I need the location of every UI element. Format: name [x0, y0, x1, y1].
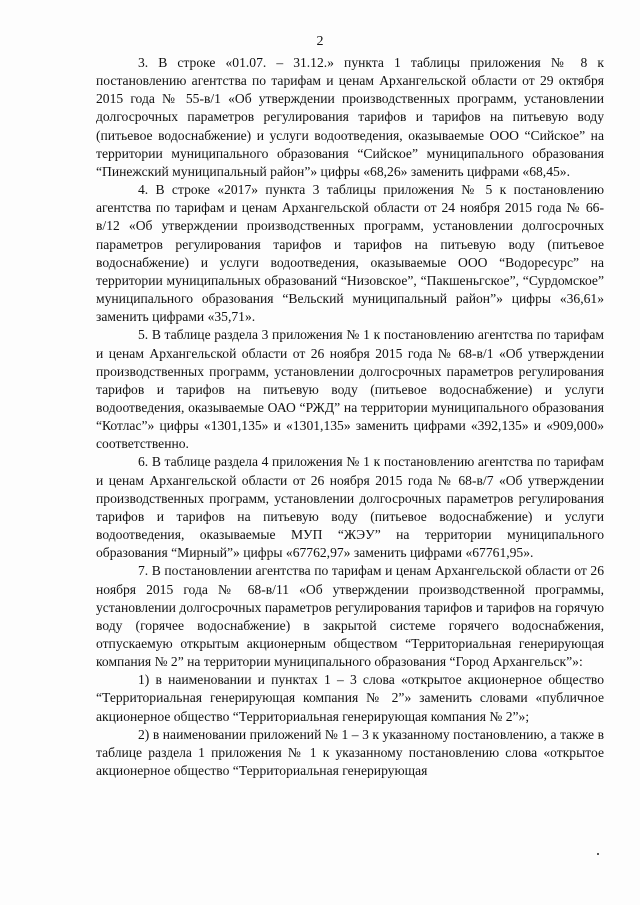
subparagraph-2: 2) в наименовании приложений № 1 – 3 к указанному постановлению, а также в таблице раздела 1 приложения № 1 к указанному постановлению слова «открытое акционерное общество “Территориальная генерирующая	[96, 726, 604, 779]
scan-speck	[597, 853, 599, 855]
paragraph-item-5: 5. В таблице раздела 3 приложения № 1 к постановлению агентства по тарифам и ценам Архангельской области от 26 ноября 2015 года № 68-в/1 «Об утверждении производственных программ, установлении долгосрочных параметров регулирования тарифов и тарифов на питьевую воду (питьевое водоснабжение) и услуги водоотведения, оказываемые ОАО “РЖД” на территории муниципального образования “Котлас”» цифры «1301,135» и «1301,135» заменить цифрами «392,135» и «909,000» соответственно.	[96, 327, 604, 452]
subparagraph-1: 1) в наименовании и пунктах 1 – 3 слова «открытое акционерное общество “Территориальная генерирующая компания № 2”» заменить словами «публичное акционерное общество “Территориальная генерирующая компания № 2”»;	[96, 672, 604, 724]
paragraph-item-3: 3. В строке «01.07. – 31.12.» пункта 1 таблицы приложения № 8 к постановлению агентства по тарифам и ценам Архангельской области от 29 октября 2015 года № 55-в/1 «Об утверждении производственных программ, установлении долгосрочных параметров регулирования тарифов и тарифов на питьевую воду (питьевое водоснабжение) и услуги водоотведения, оказываемые ООО “Сийское” на территории муниципального образования “Сийское” муниципального образования “Пинежский муниципальный район”» цифры «68,26» заменить цифрами «68,45».	[96, 55, 604, 179]
document-body	[96, 54, 604, 780]
paragraph-item-7: 7. В постановлении агентства по тарифам и ценам Архангельской области от 26 ноября 2015 года № 68-в/11 «Об утверждении производственной программы, установлении долгосрочных параметров регулирования тарифов и тарифов на горячую воду (горячее водоснабжение) в закрытой системе горячего водоснабжения, отпускаемую открытым акционерным обществом “Территориальная генерирующая компания № 2” на территории муниципального образования “Город Архангельск”»:	[96, 563, 604, 670]
paragraph-item-4: 4. В строке «2017» пункта 3 таблицы приложения № 5 к постановлению агентства по тарифам и ценам Архангельской области от 24 ноября 2015 года № 66-в/12 «Об утверждении производственных программ, установлении долгосрочных параметров регулирования тарифов и тарифов на питьевую воду (питьевое водоснабжение) и услуги водоотведения, оказываемые ООО “Водоресурс” на территории муниципальных образований “Низовское”, “Пакшеньгское”, “Сурдомское” муниципального образования “Вельский муниципальный район”» цифры «36,61» заменить цифрами «35,71».	[96, 182, 604, 325]
paragraph-item-6: 6. В таблице раздела 4 приложения № 1 к постановлению агентства по тарифам и ценам Архангельской области от 26 ноября 2015 года № 68-в/7 «Об утверждении производственных программ, установлении долгосрочных параметров регулирования тарифов и тарифов на питьевую воду (питьевое водоснабжение) и услуги водоотведения, оказываемые МУП “ЖЭУ” на территории муниципального образования “Мирный”» цифры «67762,97» заменить цифрами «67761,95».	[96, 454, 604, 561]
page-number: 2	[316, 34, 324, 49]
